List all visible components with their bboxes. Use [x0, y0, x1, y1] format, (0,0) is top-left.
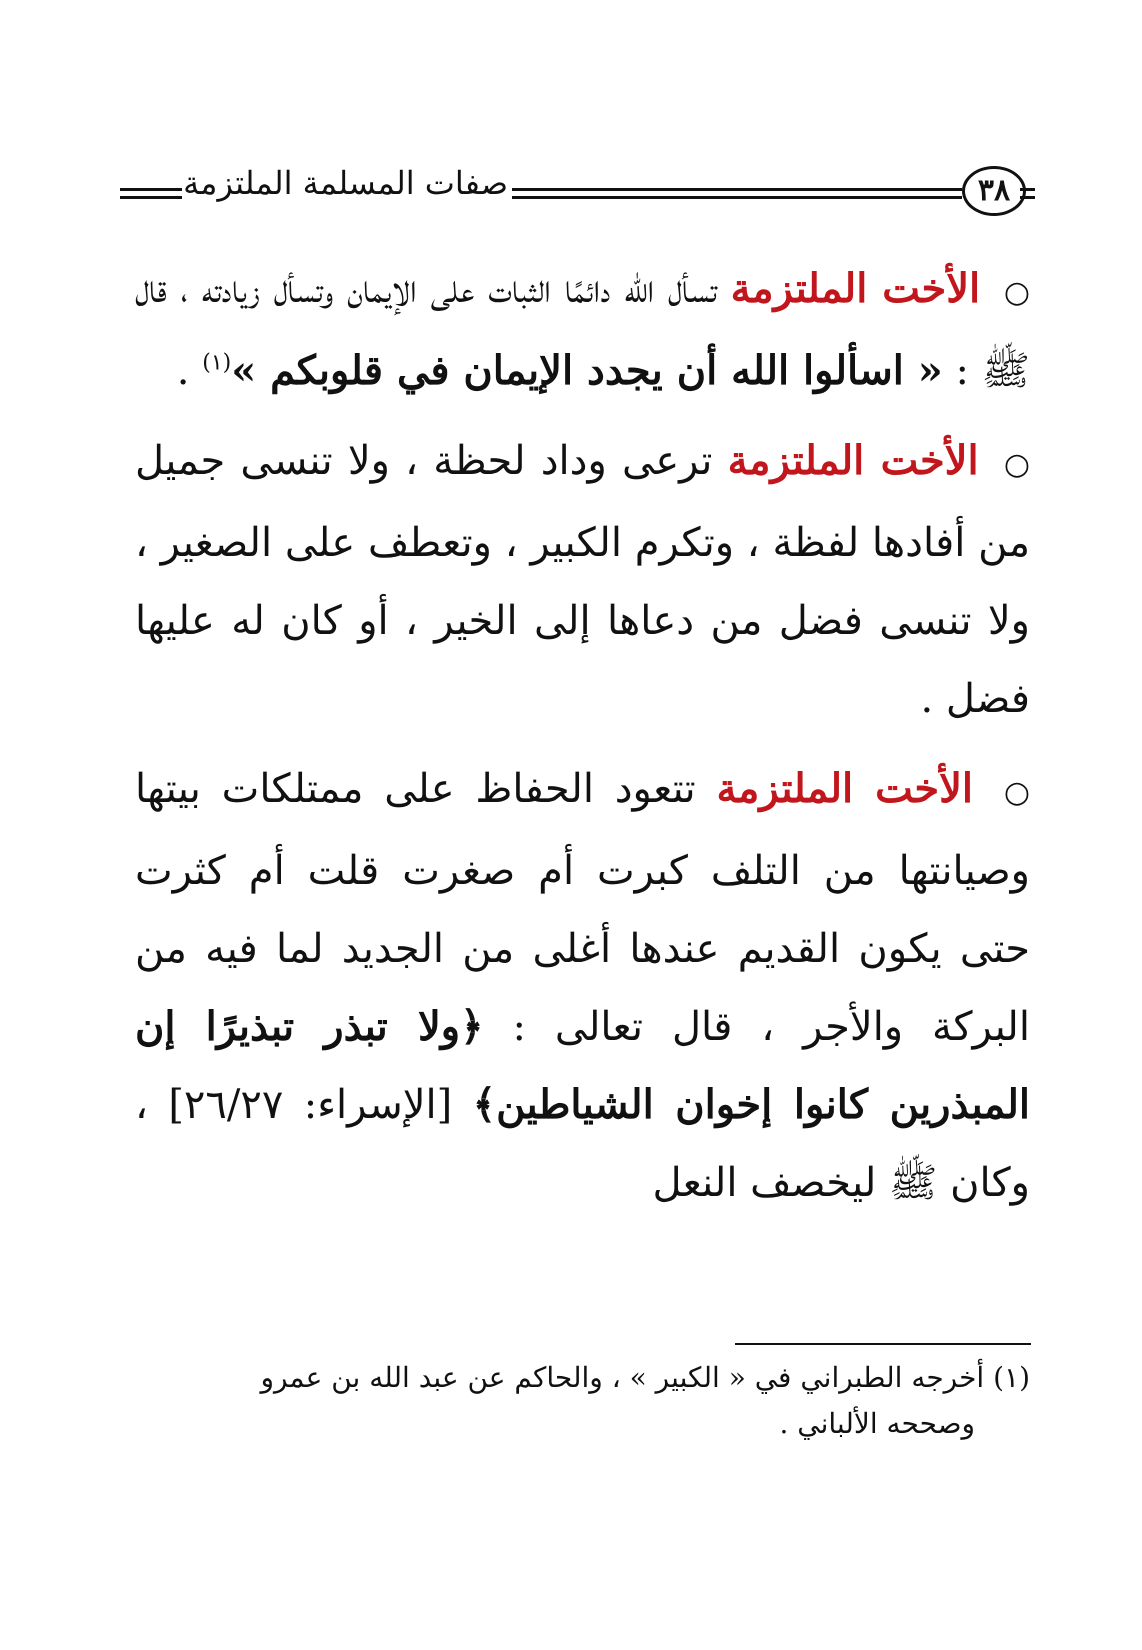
paragraph-text: ، وكان ﷺ ليخصف النعل	[135, 1082, 1030, 1206]
footnote-line: وصححه الألباني .	[779, 1407, 975, 1440]
body-text	[135, 250, 1030, 1234]
paragraph-text: .	[176, 348, 190, 394]
running-title: صفات المسلمة الملتزمة	[183, 164, 508, 202]
hadith-quote: « اسألوا الله أن يجدد الإيمان في قلوبكم »	[231, 347, 943, 394]
paragraph-text: تتعود الحفاظ على ممتلكات بيتها وصيانتها من التلف كبرت أم صغرت قلت أم كثرت حتى يكون القديم عندها أغلى من الجديد لما فيه من البركة والأجر ، قال تعالى :	[135, 766, 1030, 1050]
footnote-line: (١) أخرجه الطبراني في « الكبير » ، والحاكم عن عبد الله بن عمرو	[260, 1361, 1030, 1394]
paragraph-lead: الأخت الملتزمة	[730, 265, 981, 312]
paragraph-lead: الأخت الملتزمة	[727, 437, 979, 484]
quran-citation: [الإسراء: ٢٦/٢٧]	[168, 1082, 453, 1128]
bullet-circle-icon: ○	[1003, 275, 1031, 310]
footnotes	[135, 1355, 1030, 1447]
footnote-separator	[735, 1343, 1031, 1345]
bullet-circle-icon: ○	[1003, 775, 1031, 810]
header-rule-middle	[512, 188, 962, 199]
paragraph	[135, 422, 1030, 738]
paragraph-text: تسأل الله دائمًا الثبات على الإيمان وتسأل زيادته ، قال ﷺ :	[135, 266, 1030, 394]
quran-quote: ﴿ولا تبذر تبذيرًا إن المبذرين كانوا إخوان الشياطين﴾	[135, 1003, 1030, 1128]
paragraph-lead: الأخت الملتزمة	[716, 765, 974, 812]
header-rule-left	[120, 188, 182, 199]
page-number: ٣٨	[962, 166, 1026, 216]
footnote-ref: (١)	[202, 350, 232, 376]
page-header	[120, 160, 1035, 220]
bullet-circle-icon: ○	[1003, 447, 1031, 482]
paragraph	[135, 250, 1030, 410]
paragraph-text: ترعى وداد لحظة ، ولا تنسى جميل من أفادها لفظة ، وتكرم الكبير ، وتعطف على الصغير ، ولا تنسى فضل من دعاها إلى الخير ، أو كان له عليها فضل .	[135, 438, 1030, 722]
header-rule-right	[1020, 188, 1035, 199]
paragraph	[135, 750, 1030, 1222]
